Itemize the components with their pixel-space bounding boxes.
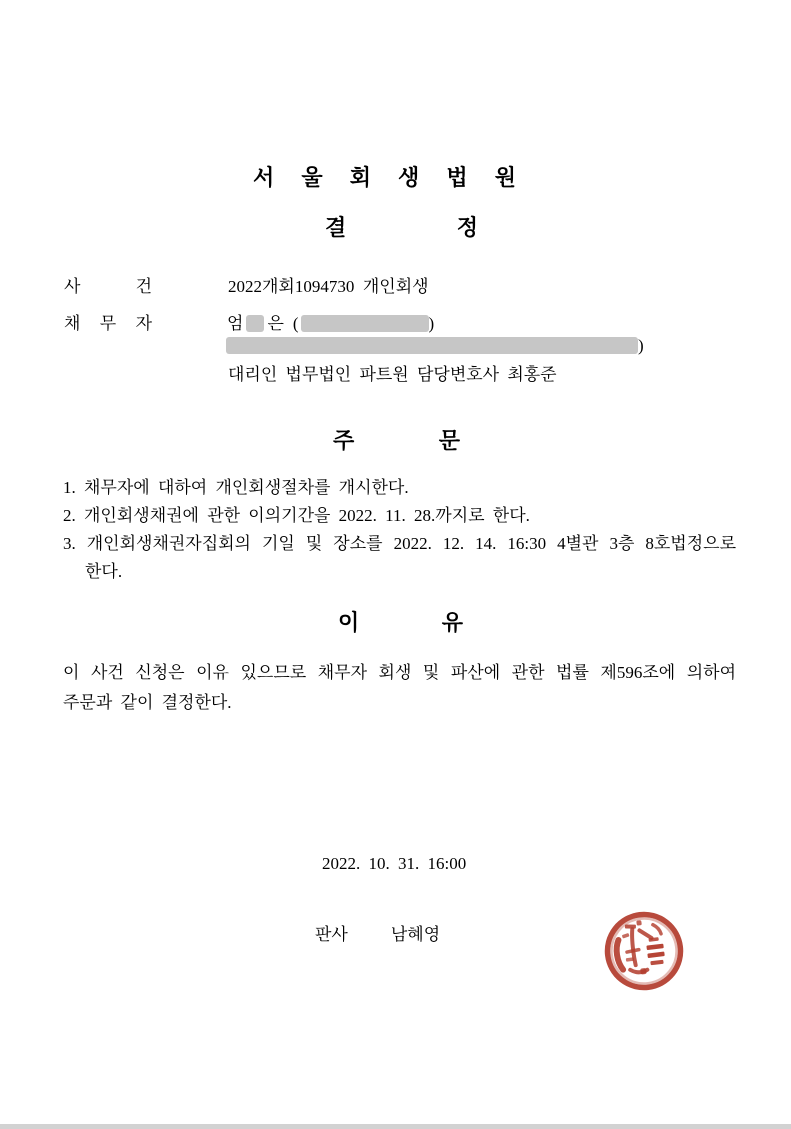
order-item-3-continued: 한다. <box>85 562 123 581</box>
representative-line: 대리인 법무법인 파트원 담당변호사 최홍준 <box>228 365 557 384</box>
court-name-title: 서 울 회 생 법 원 <box>253 165 516 190</box>
judge-name: 남혜영 <box>390 925 441 944</box>
court-seal-icon <box>600 906 688 994</box>
debtor-name-prefix: 엄 <box>227 314 244 333</box>
reason-paragraph <box>63 658 736 718</box>
case-label: 사 건 <box>64 277 152 296</box>
judge-line <box>315 924 440 946</box>
reason-heading: 이 유 <box>338 610 463 635</box>
debtor-address-line <box>226 335 644 357</box>
order-item-1: 1. 채무자에 대하여 개인회생절차를 개시한다. <box>63 478 409 497</box>
debtor-paren-open: ( <box>292 314 299 333</box>
scan-edge-artifact <box>0 1124 791 1129</box>
case-number: 2022개회1094730 개인회생 <box>228 277 429 296</box>
redaction-box-id <box>301 315 429 332</box>
order-list <box>63 474 736 586</box>
address-paren-close: ) <box>638 336 644 355</box>
debtor-label: 채 무 자 <box>64 314 152 333</box>
order-item-2: 2. 개인회생채권에 관한 이의기간을 2022. 11. 28.까지로 한다. <box>63 506 530 525</box>
judge-title: 판사 <box>315 925 348 944</box>
redaction-box-name <box>246 315 264 332</box>
redaction-box-address <box>226 337 638 354</box>
debtor-name-line <box>227 313 434 335</box>
decision-datetime: 2022. 10. 31. 16:00 <box>322 854 467 873</box>
debtor-name-suffix: 은 <box>267 314 284 333</box>
court-seal-svg <box>600 906 688 994</box>
debtor-paren-close: ) <box>428 314 435 333</box>
reason-line-1: 이 사건 신청은 이유 있으므로 채무자 회생 및 파산에 관한 법률 제596조에 의하여 <box>63 663 736 682</box>
order-item-3: 3. 개인회생채권자집회의 기일 및 장소를 2022. 12. 14. 16:30 4별관 3층 8호법정으로 <box>63 534 736 553</box>
doc-type-heading: 결 정 <box>325 215 478 240</box>
reason-line-2: 주문과 같이 결정한다. <box>63 693 232 712</box>
order-heading: 주 문 <box>333 428 460 453</box>
